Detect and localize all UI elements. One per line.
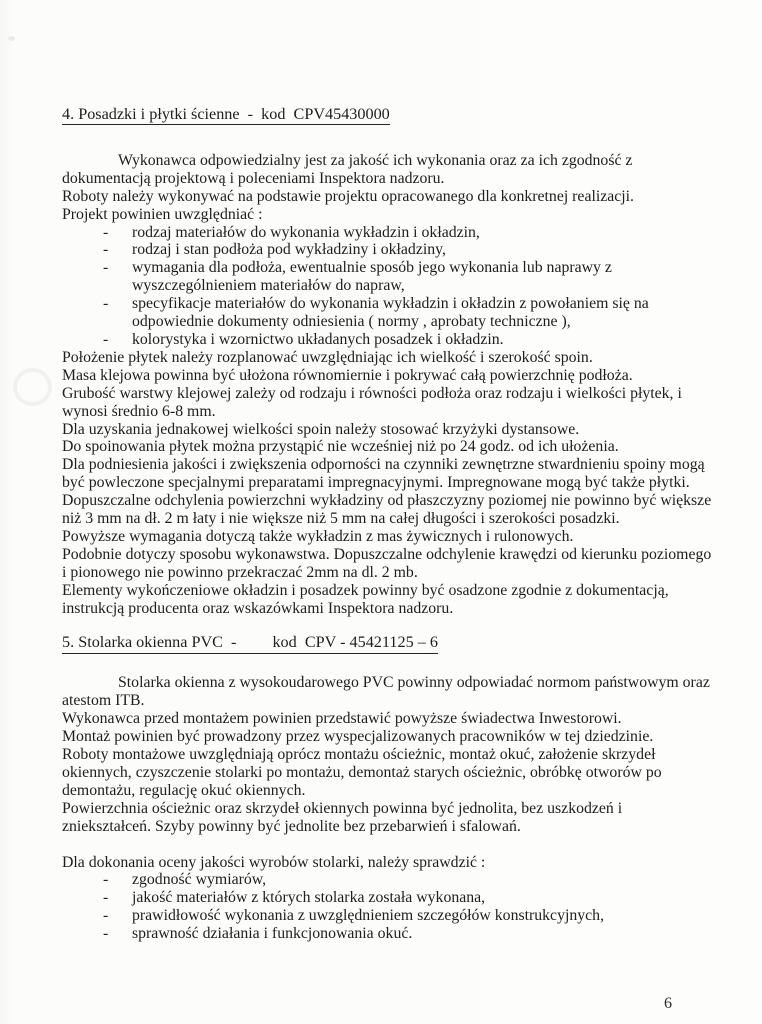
dash-bullet-marker: -	[103, 295, 109, 313]
section-5-bullet-list	[62, 871, 712, 943]
list-item-text: jakość materiałów z których stolarka została wykonana,	[132, 889, 486, 907]
list-item-text: wymagania dla podłoża, ewentualnie sposób jego wykonania lub naprawy z wyszczególnieniem materiałów do napraw,	[132, 259, 612, 295]
paragraph: Wykonawca przed montażem powinien przedstawić powyższe świadectwa Inwestorowi.	[62, 710, 622, 728]
section-5-heading	[62, 634, 712, 654]
dash-bullet-marker: -	[103, 259, 109, 277]
list-item	[103, 295, 712, 331]
dash-bullet-marker: -	[103, 330, 109, 348]
list-item	[103, 224, 712, 242]
paragraph: Powyższe wymagania dotyczą także wykładzin z mas żywicznych i rulonowych.	[62, 527, 574, 545]
page-number: 6	[664, 995, 672, 1012]
list-item-text: prawidłowość wykonania z uwzględnieniem szczegółów konstrukcyjnych,	[132, 907, 605, 925]
list-item	[103, 871, 712, 889]
paragraph: Montaż powinien być prowadzony przez wyspecjalizowanych pracowników w tej dziedzinie.	[62, 728, 654, 746]
section-4-heading	[62, 106, 712, 124]
scan-speck-artifact	[8, 36, 15, 41]
paragraph: Dla uzyskania jednakowej wielkości spoin należy stosować krzyżyki dystansowe.	[62, 420, 580, 438]
section-4-bullet-list	[62, 224, 712, 349]
section-5-heading-code: kod CPV - 45421125 – 6	[272, 633, 438, 652]
section-5-heading-title: 5. Stolarka okienna PVC -	[62, 633, 237, 652]
document-content	[62, 106, 712, 943]
dash-bullet-marker: -	[103, 907, 109, 925]
paragraph: Stolarka okienna z wysokoudarowego PVC powinny odpowiadać normom państwowym oraz atestom ITB.	[62, 674, 710, 710]
paragraph: Masa klejowa powinna być ułożona równomiernie i pokrywać całą powierzchnię podłoża.	[62, 366, 633, 384]
paragraph: Do spoinowania płytek można przystąpić nie wcześniej niż po 24 godz. od ich ułożenia.	[62, 438, 619, 456]
paragraph: Dla podniesienia jakości i zwiększenia odporności na czynniki zewnętrzne stwardnieniu spoiny mogą być powleczone specjalnymi preparatami impregnacyjnymi. Impregnowane mogą być także płytki.	[62, 456, 705, 492]
list-item-text: sprawność działania i funkcjonowania okuć.	[132, 925, 413, 943]
hole-punch-artifact	[13, 368, 52, 406]
list-item-text: rodzaj i stan podłoża pod wykładziny i okładziny,	[132, 241, 446, 259]
paragraph: Wykonawca odpowiedzialny jest za jakość ich wykonania oraz za ich zgodność z dokumentacją projektową i poleceniami Inspektora nadzoru.	[62, 151, 633, 187]
paragraph: Podobnie dotyczy sposobu wykonawstwa. Dopuszczalne odchylenie krawędzi od kierunku poziomego i pionowego nie powinno przekraczać 2mm na dl. 2 mb.	[62, 545, 712, 581]
dash-bullet-marker: -	[103, 889, 109, 907]
dash-bullet-marker: -	[103, 223, 109, 241]
paragraph: Elementy wykończeniowe okładzin i posadzek powinny być osadzone zgodnie z dokumentacją, instrukcją producenta oraz wskazówkami Inspektora nadzoru.	[62, 581, 669, 617]
list-item	[103, 907, 712, 925]
paragraph: Projekt powinien uwzględniać :	[62, 205, 263, 223]
list-item	[103, 241, 712, 259]
section-5-heading-text	[62, 634, 438, 654]
paragraph: Powierzchnia ościeżnic oraz skrzydeł okiennych powinna być jednolita, bez uszkodzeń i zniekształceń. Szyby powinny być jednolite bez przebarwień i sfalowań.	[62, 799, 623, 835]
list-item-text: specyfikacje materiałów do wykonania wykładzin i okładzin z powołaniem się na odpowiednie dokumenty odniesienia ( normy , aprobaty techniczne ),	[132, 295, 649, 331]
list-item-text: zgodność wymiarów,	[132, 871, 267, 889]
list-item	[103, 889, 712, 907]
list-item	[103, 925, 712, 943]
section-4-heading-text: 4. Posadzki i płytki ścienne - kod CPV45430000	[62, 105, 390, 123]
paragraph: Roboty montażowe uwzględniają oprócz montażu ościeżnic, montaż okuć, założenie skrzydeł okiennych, czyszczenie stolarki po montażu, demontaż starych ościeżnic, obróbkę otworów po demontażu, regulację okuć okiennych.	[62, 746, 662, 799]
list-item-text: rodzaj materiałów do wykonania wykładzin i okładzin,	[132, 223, 480, 241]
list-item	[103, 259, 712, 295]
paragraph: Roboty należy wykonywać na podstawie projektu opracowanego dla konkretnej realizacji.	[62, 187, 634, 205]
paragraph: Grubość warstwy klejowej zależy od rodzaju i równości podłoża oraz rodzaju i wielkości płytek, i wynosi średnio 6-8 mm.	[62, 384, 682, 420]
paragraph: Dopuszczalne odchylenia powierzchni wykładziny od płaszczyzny poziomej nie powinno być większe niż 3 mm na dł. 2 m łaty i nie większe niż 5 mm na całej długości i szerokości posadzki.	[62, 492, 712, 528]
dash-bullet-marker: -	[103, 925, 109, 943]
paragraph: Dla dokonania oceny jakości wyrobów stolarki, należy sprawdzić :	[62, 853, 486, 871]
dash-bullet-marker: -	[103, 871, 109, 889]
list-item-text: kolorystyka i wzornictwo układanych posadzek i okładzin.	[132, 330, 504, 348]
dash-bullet-marker: -	[103, 241, 109, 259]
list-item	[103, 331, 712, 349]
paragraph: Położenie płytek należy rozplanować uwzględniając ich wielkość i szerokość spoin.	[62, 348, 593, 366]
